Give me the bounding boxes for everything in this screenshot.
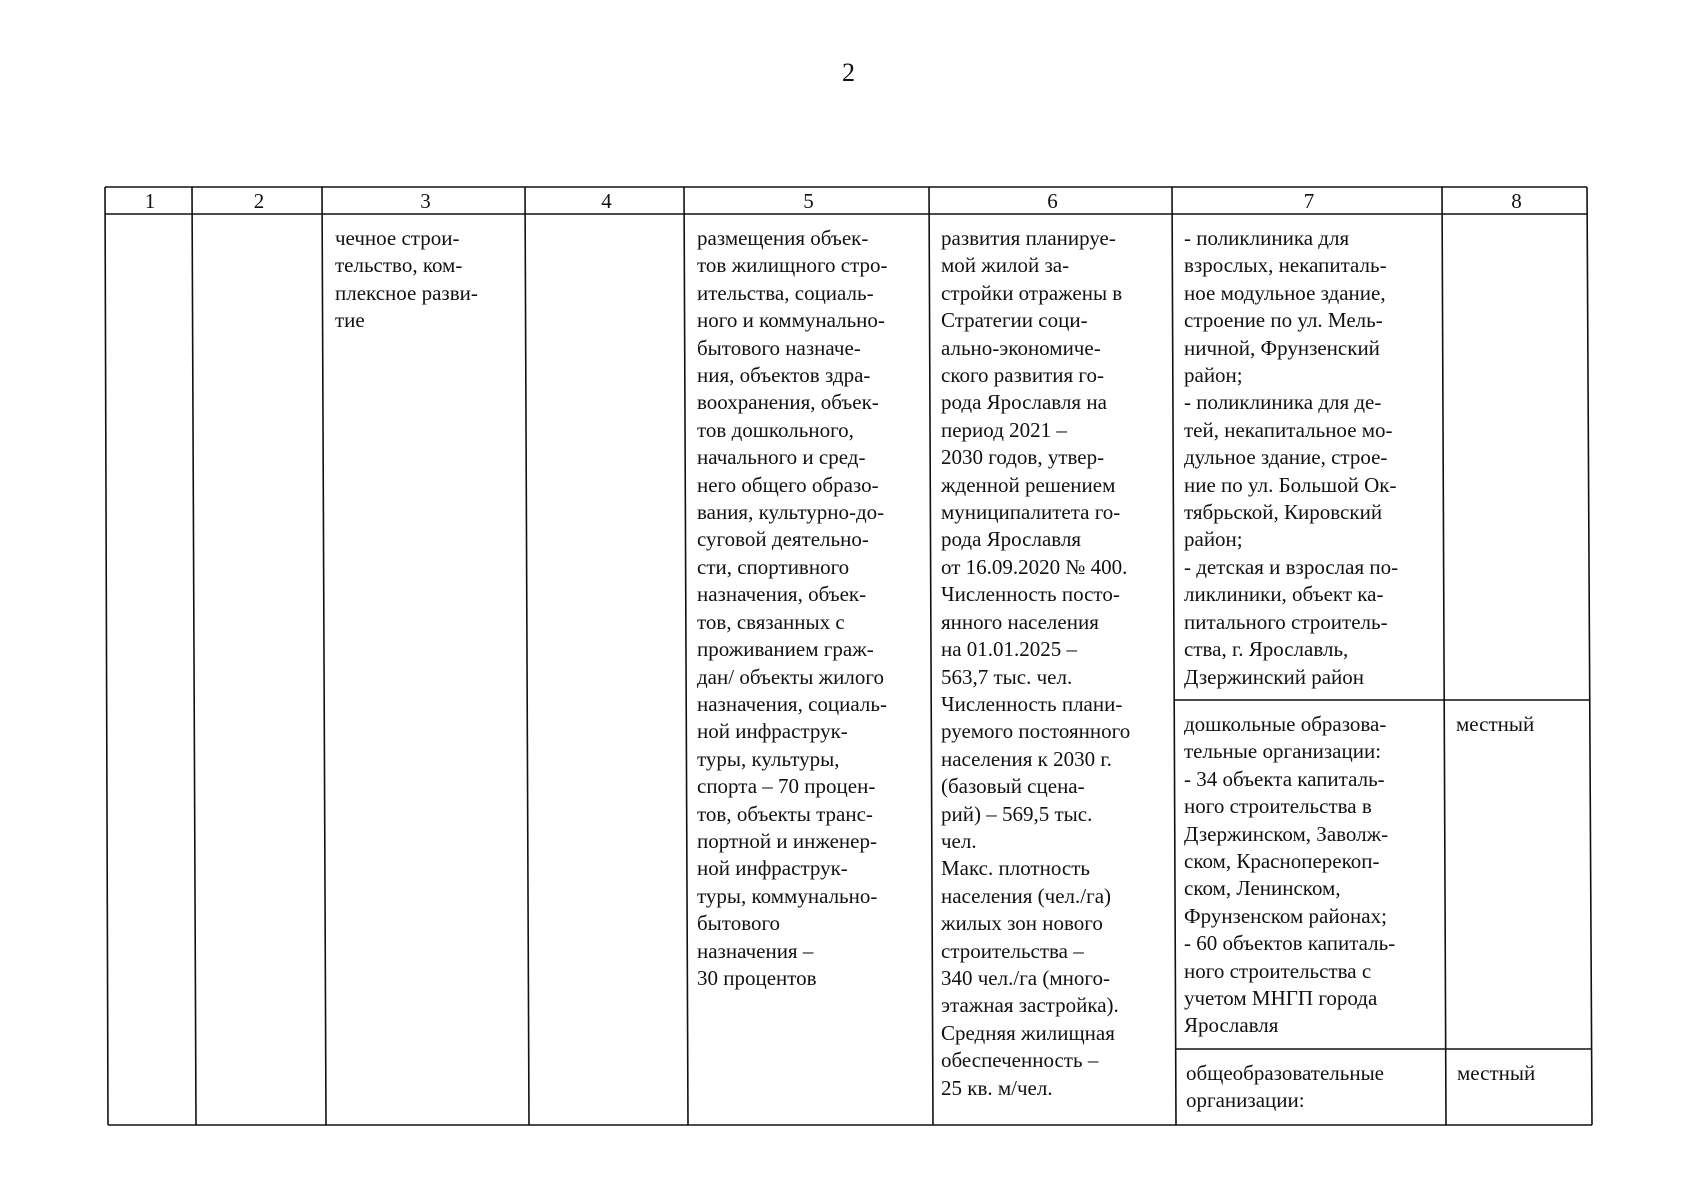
header-col-7: 7	[1303, 189, 1315, 213]
cell-col-8-block-3: местный	[1457, 1061, 1536, 1085]
header-col-3: 3	[420, 189, 431, 213]
page-number: 2	[842, 58, 855, 87]
cell-col-7-block-3: общеобразовательные организации:	[1186, 1061, 1384, 1113]
cell-col-8-block-2: местный	[1456, 712, 1535, 736]
header-col-1: 1	[144, 189, 156, 213]
header-col-4: 4	[601, 189, 612, 213]
cell-col-7-block-2: дошкольные образова- тельные организации: - 34 объекта капиталь- ного строительства в Дзержинском, Заволж- ском, Красноперекоп- ском, Ленинском, Фрунзенском районах; - 60 объектов капиталь- ного строительства с учетом МНГП города Ярославля	[1184, 712, 1396, 1038]
cell-col-3: чечное строи- тельство, ком- плексное разви- тие	[335, 226, 478, 333]
cell-col-5: размещения объек- тов жилищного стро- ительства, социаль- ного и коммунально- бытового назначе- ния, объектов здра- воохранения, объек- тов дошкольного, начального и сред- него общего образо- вания, культурно-до- суговой деятельно- сти, спортивного назначения, объек- тов, связанных с проживанием граж- дан/ объекты жилого назначения, социаль- ной инфраструк- туры, культуры, спорта – 70 процен- тов, объекты транс- портной и инженер- ной инфраструк- туры, коммунально- бытового назначения – 30 процентов	[697, 226, 888, 990]
cell-col-6: развития планируе- мой жилой за- стройки отражены в Стратегии соци- ально-экономиче- ского развития го- рода Ярославля на период 2021 – 2030 годов, утвер- жденной решением муниципалитета го- рода Ярославля от 16.09.2020 № 400. Численность посто- янного населения на 01.01.2025 – 563,7 тыс. чел. Численность плани- руемого постоянного населения к 2030 г. (базовый сцена- рий) – 569,5 тыс. чел. Макс. плотность населения (чел./га) жилых зон нового строительства – 340 чел./га (много- этажная застройка). Средняя жилищная обеспеченность – 25 кв. м/чел.	[941, 226, 1131, 1100]
header-col-6: 6	[1047, 189, 1058, 213]
cell-col-7-block-1: - поликлиника для взрослых, некапиталь- ное модульное здание, строение по ул. Мель- ничной, Фрунзенский район; - поликлиника для де- тей, некапитальное мо- дульное здание, строе- ние по ул. Большой Ок- тябрьской, Кировский район; - детская и взрослая по- ликлиники, объект ка- питального строитель- ства, г. Ярославль, Дзержинский район	[1184, 226, 1399, 689]
header-col-5: 5	[803, 189, 814, 213]
header-col-8: 8	[1511, 189, 1522, 213]
header-col-2: 2	[253, 189, 265, 213]
